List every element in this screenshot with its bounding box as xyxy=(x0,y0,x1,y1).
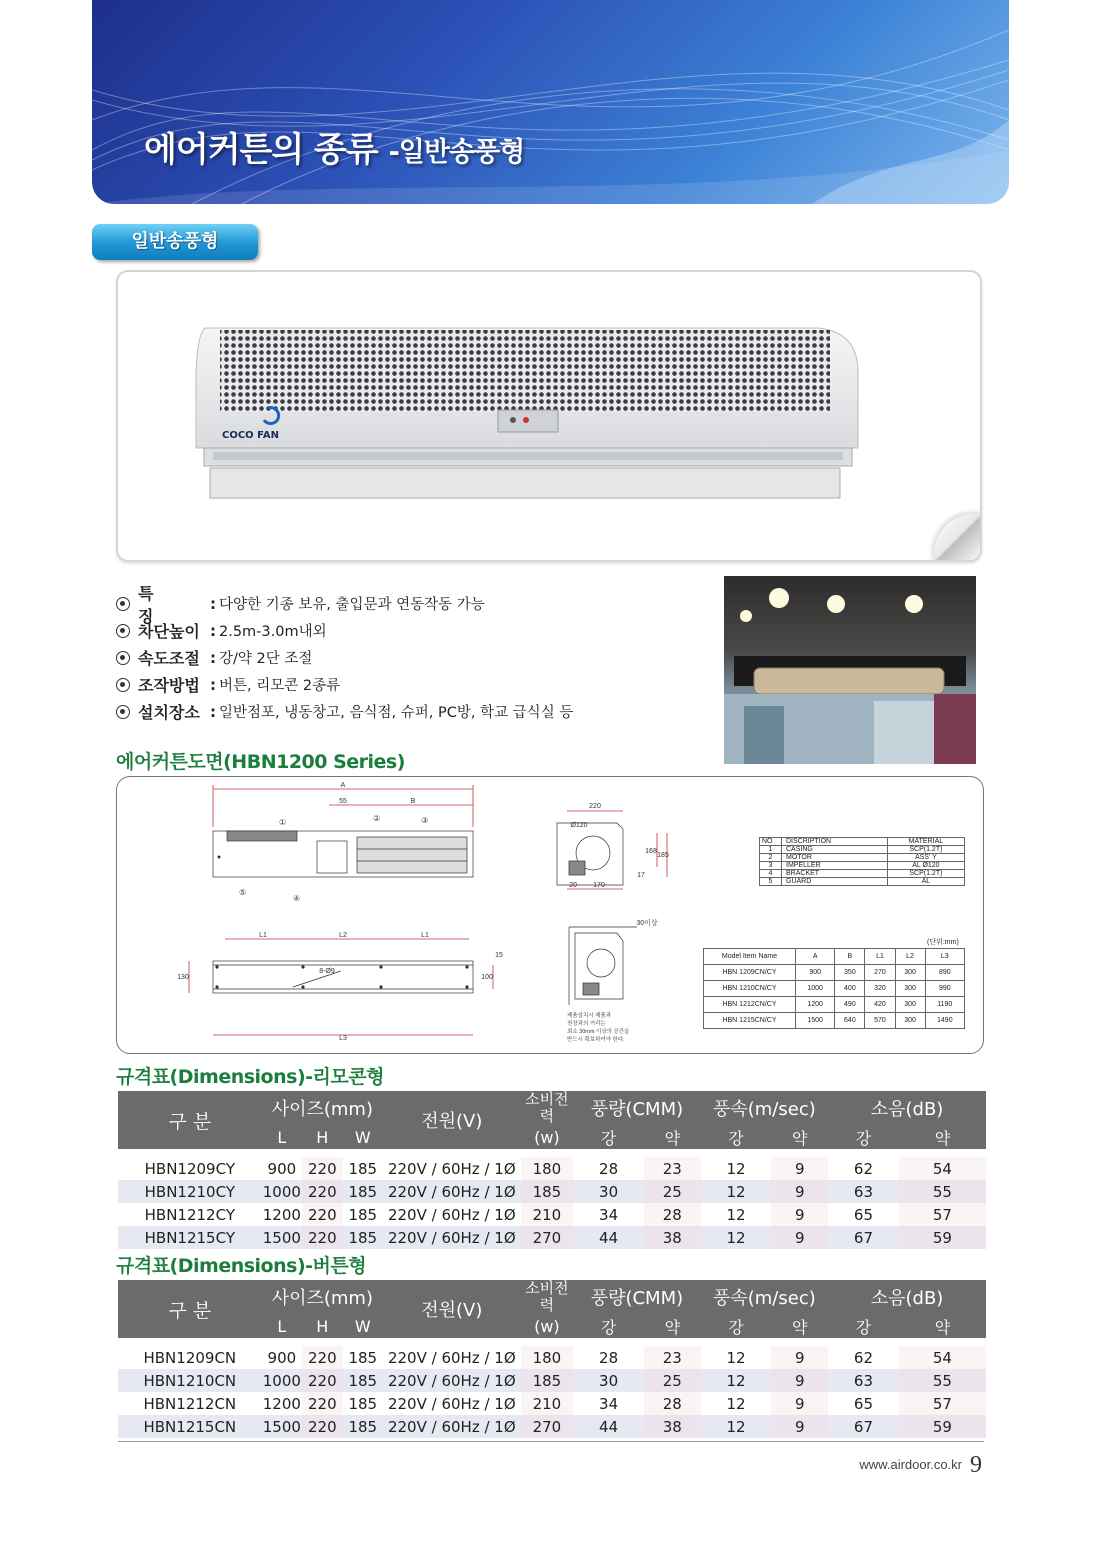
header-strong: 강 xyxy=(828,1314,899,1338)
cell-noise-weak: 59 xyxy=(899,1415,986,1438)
feature-value: 버튼, 리모콘 2종류 xyxy=(219,678,341,694)
cell-airflow-weak: 25 xyxy=(644,1369,701,1392)
cell-H: 220 xyxy=(302,1392,342,1415)
dim-label-L3: L3 xyxy=(339,1035,347,1042)
cell-L: 1500 xyxy=(262,1415,302,1438)
cell-model: HBN1212CN xyxy=(118,1392,262,1415)
model-row xyxy=(704,965,965,981)
parts-cell: 3 xyxy=(760,862,782,870)
cell-W: 185 xyxy=(343,1346,383,1369)
cell-airflow-weak: 28 xyxy=(644,1203,701,1226)
cell-H: 220 xyxy=(302,1346,342,1369)
cell-noise-strong: 67 xyxy=(828,1415,899,1438)
model-cell: 1500 xyxy=(796,1013,835,1029)
cell-L: 1500 xyxy=(262,1226,302,1249)
cell-L: 1000 xyxy=(262,1369,302,1392)
header-noise: 소음(dB) xyxy=(828,1091,986,1125)
cell-W: 185 xyxy=(343,1392,383,1415)
cell-L: 900 xyxy=(262,1346,302,1369)
feature-item xyxy=(116,671,716,698)
model-cell: 490 xyxy=(835,997,865,1013)
parts-row xyxy=(760,878,965,886)
cell-velocity-weak: 9 xyxy=(771,1180,828,1203)
header-strong: 강 xyxy=(701,1125,772,1149)
cell-velocity-weak: 9 xyxy=(771,1392,828,1415)
hole-label: 8-Ø9 xyxy=(319,968,335,975)
table-row xyxy=(118,1203,986,1226)
model-cell: 1200 xyxy=(796,997,835,1013)
installation-photo-graphic xyxy=(724,576,976,764)
parts-row xyxy=(760,870,965,878)
cell-W: 185 xyxy=(343,1180,383,1203)
cell-airflow-strong: 28 xyxy=(573,1157,644,1180)
model-cell: 990 xyxy=(925,981,964,997)
header-consumption: 소비전력 xyxy=(521,1091,574,1125)
dim-label-L3-top: L1 xyxy=(421,932,429,939)
cell-noise-strong: 65 xyxy=(828,1203,899,1226)
parts-cell: MOTOR xyxy=(782,854,888,862)
cell-consumption: 270 xyxy=(521,1226,574,1249)
header-power: 전원(V) xyxy=(383,1280,521,1338)
model-header: L2 xyxy=(895,949,925,965)
header-size: 사이즈(mm) xyxy=(262,1280,383,1314)
header-size: 사이즈(mm) xyxy=(262,1091,383,1125)
cell-airflow-weak: 23 xyxy=(644,1346,701,1369)
dim-label-L2: L2 xyxy=(339,932,347,939)
model-cell: HBN 1212CN/CY xyxy=(704,997,796,1013)
header-weak: 약 xyxy=(771,1314,828,1338)
cell-power: 220V / 60Hz / 1Ø xyxy=(383,1157,521,1180)
feature-value: 다양한 기종 보유, 출입문과 연동작동 가능 xyxy=(219,597,485,613)
parts-cell: SCP(1.2T) xyxy=(887,846,964,854)
cell-consumption: 185 xyxy=(521,1180,574,1203)
parts-cell: 1 xyxy=(760,846,782,854)
cell-velocity-weak: 9 xyxy=(771,1415,828,1438)
model-cell: 350 xyxy=(835,965,865,981)
model-header: A xyxy=(796,949,835,965)
table-row xyxy=(118,1415,986,1438)
header-strong: 강 xyxy=(573,1314,644,1338)
cell-noise-weak: 59 xyxy=(899,1226,986,1249)
feature-colon: : xyxy=(210,702,216,721)
parts-cell: 2 xyxy=(760,854,782,862)
parts-row xyxy=(760,862,965,870)
table-row xyxy=(118,1369,986,1392)
cell-airflow-strong: 28 xyxy=(573,1346,644,1369)
model-cell: 420 xyxy=(865,997,895,1013)
header-weak: 약 xyxy=(899,1125,986,1149)
cell-noise-strong: 62 xyxy=(828,1346,899,1369)
callout-2: ② xyxy=(373,814,381,823)
cell-model: HBN1212CY xyxy=(118,1203,262,1226)
cell-airflow-weak: 38 xyxy=(644,1226,701,1249)
header-power: 전원(V) xyxy=(383,1091,521,1149)
cell-W: 185 xyxy=(343,1226,383,1249)
header-consumption-unit: (w) xyxy=(521,1125,574,1149)
model-cell: 570 xyxy=(865,1013,895,1029)
feature-item xyxy=(116,583,716,626)
cell-airflow-weak: 23 xyxy=(644,1157,701,1180)
cell-noise-weak: 54 xyxy=(899,1157,986,1180)
parts-row xyxy=(760,854,965,862)
cell-velocity-weak: 9 xyxy=(771,1157,828,1180)
model-cell: 300 xyxy=(895,997,925,1013)
page-title-sub: -일반송풍형 xyxy=(388,137,525,168)
callout-5: ⑤ xyxy=(239,888,247,897)
bullet-icon xyxy=(116,597,130,611)
feature-value: 강/약 2단 조절 xyxy=(219,651,313,667)
dim-label-15: 15 xyxy=(495,952,503,959)
cell-noise-strong: 63 xyxy=(828,1369,899,1392)
cell-consumption: 210 xyxy=(521,1203,574,1226)
cell-noise-weak: 57 xyxy=(899,1392,986,1415)
cell-noise-strong: 67 xyxy=(828,1226,899,1249)
header-H: H xyxy=(302,1125,342,1149)
model-cell: 270 xyxy=(865,965,895,981)
dim-label-A: A xyxy=(340,782,346,789)
unit-label: (단위:mm) xyxy=(927,939,959,946)
cell-power: 220V / 60Hz / 1Ø xyxy=(383,1415,521,1438)
callout-4: ④ xyxy=(293,894,301,903)
cell-airflow-strong: 34 xyxy=(573,1392,644,1415)
install-note-line-4: 반드시 확보하여야 한다. xyxy=(567,1037,625,1043)
dim-label-55: 55 xyxy=(339,798,347,805)
spec-table-button xyxy=(118,1280,986,1438)
cell-noise-weak: 55 xyxy=(899,1180,986,1203)
feature-value: 일반점포, 냉동창고, 음식점, 슈퍼, PC방, 학교 급식실 등 xyxy=(219,705,574,721)
header-L: L xyxy=(262,1314,302,1338)
feature-label: 속도조절 xyxy=(138,649,200,668)
header-weak: 약 xyxy=(644,1125,701,1149)
model-cell: 1490 xyxy=(925,1013,964,1029)
header-airflow: 풍량(CMM) xyxy=(573,1280,700,1314)
cell-power: 220V / 60Hz / 1Ø xyxy=(383,1369,521,1392)
cell-model: HBN1210CN xyxy=(118,1369,262,1392)
dim-label-L1: L1 xyxy=(259,932,267,939)
model-cell: 300 xyxy=(895,981,925,997)
feature-label: 차단높이 xyxy=(138,622,200,641)
model-cell: 640 xyxy=(835,1013,865,1029)
cell-velocity-strong: 12 xyxy=(701,1203,772,1226)
model-header: L1 xyxy=(865,949,895,965)
install-note-line-1: 제품설치시 제품과 xyxy=(567,1013,612,1019)
header-consumption: 소비전력 xyxy=(521,1280,574,1314)
side-label-170: 170 xyxy=(593,882,605,889)
cell-velocity-strong: 12 xyxy=(701,1226,772,1249)
table-row xyxy=(118,1157,986,1180)
parts-cell: ASS' Y xyxy=(887,854,964,862)
model-cell: 900 xyxy=(796,965,835,981)
cell-airflow-strong: 30 xyxy=(573,1180,644,1203)
parts-cell: CASING xyxy=(782,846,888,854)
cell-H: 220 xyxy=(302,1226,342,1249)
model-row xyxy=(704,997,965,1013)
cell-power: 220V / 60Hz / 1Ø xyxy=(383,1392,521,1415)
footer xyxy=(859,1452,982,1479)
install-note-line-2: 천장과의 거리는 xyxy=(567,1021,606,1027)
cell-noise-weak: 54 xyxy=(899,1346,986,1369)
parts-header-desc: DISCRIPTION xyxy=(782,838,888,846)
feature-colon: : xyxy=(210,648,216,667)
parts-cell: AL Ø120 xyxy=(887,862,964,870)
install-note-line-3: 최소 30mm 이상의 공간을 xyxy=(567,1029,630,1035)
cell-velocity-weak: 9 xyxy=(771,1346,828,1369)
cell-H: 220 xyxy=(302,1157,342,1180)
feature-item xyxy=(116,698,716,725)
cell-W: 185 xyxy=(343,1415,383,1438)
header-velocity: 풍속(m/sec) xyxy=(701,1091,828,1125)
parts-table xyxy=(759,837,965,886)
model-row xyxy=(704,981,965,997)
header-strong: 강 xyxy=(828,1125,899,1149)
cell-H: 220 xyxy=(302,1203,342,1226)
cell-airflow-strong: 44 xyxy=(573,1226,644,1249)
header-L: L xyxy=(262,1125,302,1149)
cell-noise-weak: 57 xyxy=(899,1203,986,1226)
cell-H: 220 xyxy=(302,1415,342,1438)
parts-cell: AL xyxy=(887,878,964,886)
feature-label: 조작방법 xyxy=(138,676,200,695)
parts-cell: GUARD xyxy=(782,878,888,886)
header-banner xyxy=(92,0,1009,204)
model-cell: 1190 xyxy=(925,997,964,1013)
cell-noise-strong: 63 xyxy=(828,1180,899,1203)
bullet-icon xyxy=(116,651,130,665)
cell-W: 185 xyxy=(343,1369,383,1392)
header-category: 구 분 xyxy=(118,1280,262,1338)
page-title-main: 에어커튼의 종류 xyxy=(144,130,389,170)
header-consumption-unit: (w) xyxy=(521,1314,574,1338)
cell-velocity-strong: 12 xyxy=(701,1415,772,1438)
cell-consumption: 270 xyxy=(521,1415,574,1438)
parts-row xyxy=(760,846,965,854)
header-category: 구 분 xyxy=(118,1091,262,1149)
model-cell: 400 xyxy=(835,981,865,997)
callout-1: ① xyxy=(279,818,287,827)
cell-velocity-strong: 12 xyxy=(701,1369,772,1392)
bullet-icon xyxy=(116,705,130,719)
header-noise: 소음(dB) xyxy=(828,1280,986,1314)
cell-airflow-weak: 38 xyxy=(644,1415,701,1438)
cell-consumption: 180 xyxy=(521,1346,574,1369)
cell-L: 1200 xyxy=(262,1392,302,1415)
cell-model: HBN1209CN xyxy=(118,1346,262,1369)
model-cell: HBN 1210CN/CY xyxy=(704,981,796,997)
cell-airflow-strong: 44 xyxy=(573,1415,644,1438)
cell-H: 220 xyxy=(302,1369,342,1392)
header-airflow: 풍량(CMM) xyxy=(573,1091,700,1125)
model-cell: 1000 xyxy=(796,981,835,997)
cell-L: 900 xyxy=(262,1157,302,1180)
cell-model: HBN1210CY xyxy=(118,1180,262,1203)
cell-W: 185 xyxy=(343,1203,383,1226)
side-label-min30: 30이상 xyxy=(636,920,658,927)
parts-cell: SCP(1.2T) xyxy=(887,870,964,878)
dim-label-100: 100 xyxy=(481,974,493,981)
model-header: B xyxy=(835,949,865,965)
callout-3: ③ xyxy=(421,816,429,825)
header-weak: 약 xyxy=(771,1125,828,1149)
feature-label: 특 징 xyxy=(138,583,178,626)
cell-power: 220V / 60Hz / 1Ø xyxy=(383,1226,521,1249)
cell-model: HBN1215CN xyxy=(118,1415,262,1438)
side-label-220: 220 xyxy=(589,803,601,810)
header-W: W xyxy=(343,1125,383,1149)
model-cell: 320 xyxy=(865,981,895,997)
cell-model: HBN1209CY xyxy=(118,1157,262,1180)
feature-label: 설치장소 xyxy=(138,703,200,722)
parts-header-no: NO xyxy=(760,838,782,846)
cell-consumption: 180 xyxy=(521,1157,574,1180)
feature-list xyxy=(116,583,716,725)
cell-velocity-weak: 9 xyxy=(771,1203,828,1226)
feature-colon: : xyxy=(210,675,216,694)
header-strong: 강 xyxy=(573,1125,644,1149)
feature-item xyxy=(116,617,716,644)
cell-noise-weak: 55 xyxy=(899,1369,986,1392)
cell-power: 220V / 60Hz / 1Ø xyxy=(383,1180,521,1203)
model-cell: 300 xyxy=(895,1013,925,1029)
header-weak: 약 xyxy=(644,1314,701,1338)
model-cell: 300 xyxy=(895,965,925,981)
side-label-185: 185 xyxy=(657,852,669,859)
feature-colon: : xyxy=(210,621,216,640)
parts-cell: 5 xyxy=(760,878,782,886)
model-header: L3 xyxy=(925,949,964,965)
dim-label-130: 130 xyxy=(177,974,189,981)
footer-divider xyxy=(118,1441,984,1442)
cell-noise-strong: 62 xyxy=(828,1157,899,1180)
header-W: W xyxy=(343,1314,383,1338)
side-label-20: 20 xyxy=(569,882,577,889)
banner-wave-graphic xyxy=(92,0,1009,204)
header-H: H xyxy=(302,1314,342,1338)
dim-label-B: B xyxy=(410,798,416,805)
table-row xyxy=(118,1180,986,1203)
cell-velocity-strong: 12 xyxy=(701,1180,772,1203)
table-row xyxy=(118,1392,986,1415)
cell-velocity-strong: 12 xyxy=(701,1346,772,1369)
footer-url: www.airdoor.co.kr xyxy=(859,1457,962,1472)
cell-velocity-weak: 9 xyxy=(771,1369,828,1392)
cell-H: 220 xyxy=(302,1180,342,1203)
model-header: Model Item Name xyxy=(704,949,796,965)
spec-button-heading: 규격표(Dimensions)-버튼형 xyxy=(116,1255,367,1277)
technical-drawing xyxy=(116,776,984,1054)
model-row xyxy=(704,1013,965,1029)
parts-cell: BRACKET xyxy=(782,870,888,878)
cell-W: 185 xyxy=(343,1157,383,1180)
cell-model: HBN1215CY xyxy=(118,1226,262,1249)
model-cell: HBN 1209CN/CY xyxy=(704,965,796,981)
spec-remote-heading: 규격표(Dimensions)-리모콘형 xyxy=(116,1066,384,1088)
page-title xyxy=(144,122,524,171)
product-image-frame xyxy=(116,270,982,562)
bullet-icon xyxy=(116,678,130,692)
cell-noise-strong: 65 xyxy=(828,1392,899,1415)
feature-item xyxy=(116,644,716,671)
cell-L: 1200 xyxy=(262,1203,302,1226)
cell-velocity-weak: 9 xyxy=(771,1226,828,1249)
feature-value: 2.5m-3.0m내외 xyxy=(219,624,327,640)
parts-header-material: MATERIAL xyxy=(887,838,964,846)
table-row xyxy=(118,1226,986,1249)
cell-consumption: 185 xyxy=(521,1369,574,1392)
cell-airflow-weak: 28 xyxy=(644,1392,701,1415)
feature-colon: : xyxy=(210,594,216,613)
drawing-heading: 에어커튼도면(HBN1200 Series) xyxy=(116,751,405,773)
cell-velocity-strong: 12 xyxy=(701,1157,772,1180)
parts-cell: 4 xyxy=(760,870,782,878)
side-label-phi120: Ø120 xyxy=(570,822,588,829)
spec-table-remote xyxy=(118,1091,986,1249)
cell-airflow-strong: 30 xyxy=(573,1369,644,1392)
bullet-icon xyxy=(116,624,130,638)
cell-L: 1000 xyxy=(262,1180,302,1203)
table-row xyxy=(118,1346,986,1369)
header-strong: 강 xyxy=(701,1314,772,1338)
cell-airflow-weak: 25 xyxy=(644,1180,701,1203)
model-dimension-table xyxy=(703,948,965,1029)
cell-airflow-strong: 34 xyxy=(573,1203,644,1226)
installation-photo xyxy=(724,576,976,764)
side-label-168: 168 xyxy=(645,848,657,855)
air-curtain-product-image xyxy=(118,272,982,562)
product-brand-label: COCO FAN xyxy=(222,430,279,441)
cell-power: 220V / 60Hz / 1Ø xyxy=(383,1346,521,1369)
model-cell: 890 xyxy=(925,965,964,981)
header-weak: 약 xyxy=(899,1314,986,1338)
model-cell: HBN 1215CN/CY xyxy=(704,1013,796,1029)
header-velocity: 풍속(m/sec) xyxy=(701,1280,828,1314)
cell-consumption: 210 xyxy=(521,1392,574,1415)
cell-power: 220V / 60Hz / 1Ø xyxy=(383,1203,521,1226)
side-label-17: 17 xyxy=(637,872,645,879)
parts-cell: IMPELLER xyxy=(782,862,888,870)
page-number: 9 xyxy=(970,1452,982,1478)
cell-velocity-strong: 12 xyxy=(701,1392,772,1415)
section-pill: 일반송풍형 xyxy=(92,224,258,260)
